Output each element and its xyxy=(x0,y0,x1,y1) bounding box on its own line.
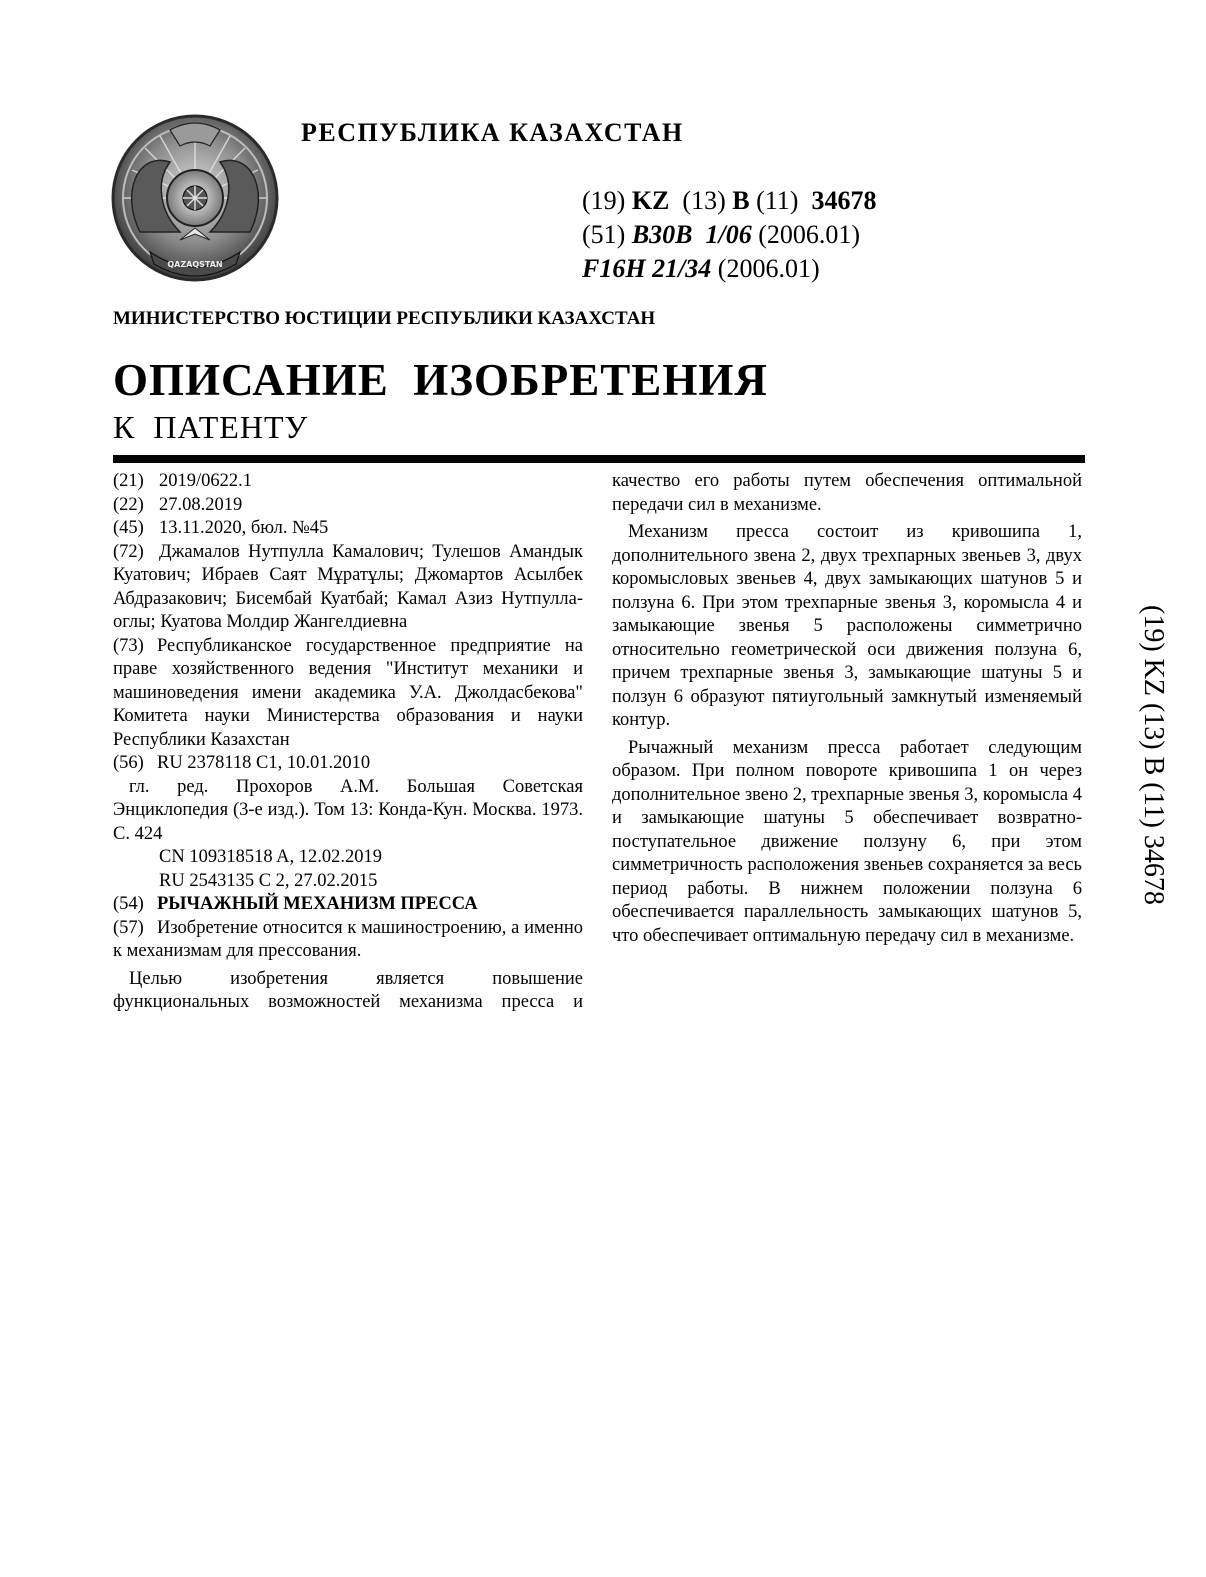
inid-19-label: (19) xyxy=(582,186,626,215)
field-72: (72) Джамалов Нутпулла Камалович; Тулешов Амандык Куатович; Ибраев Саят Мұратұлы; Джомартов Асылбек Абдразакович; Бисембай Куатбай; Камал Азиз Нутпулла-оглы; Куатова Молдир Жангелдиевна xyxy=(113,541,583,632)
body-paragraph-2: Механизм пресса состоит из кривошипа 1, дополнительного звена 2, двух трехпарных звеньев 3, двух коромысловых звеньев 4, двух замыкающих шатунов 5 и ползуна 6. При этом трехпарные звенья 3, коромысла 4 и замыкающие звенья 5 расположены симметрично относительно геометрической оси движения ползуна 6, причем трехпарные звенья 3, замыкающие шатуны 5 и ползун 6 образуют пятиугольный замкнутый изменяемый контур. xyxy=(612,522,1082,730)
field-54: (54) РЫЧАЖНЫЙ МЕХАНИЗМ ПРЕССА xyxy=(113,894,478,914)
inid-13-label: (13) xyxy=(682,186,726,215)
ipc-version-1: (2006.01) xyxy=(758,220,861,249)
patent-number: 34678 xyxy=(811,186,877,215)
body-paragraph-1-continued: качество его работы путем обеспечения оптимальной передачи сил в механизме. xyxy=(612,471,1082,515)
patent-code-line xyxy=(582,186,876,216)
invention-title: РЫЧАЖНЫЙ МЕХАНИЗМ ПРЕССА xyxy=(157,894,478,914)
reference-4: RU 2543135 C 2, 27.02.2015 xyxy=(159,870,378,891)
field-45: (45) 13.11.2020, бюл. №45 xyxy=(113,518,329,538)
country-code: KZ xyxy=(631,186,670,215)
ipc-class-2: F16H 21/34 xyxy=(582,254,712,283)
document-subtitle: К ПАТЕНТУ xyxy=(113,409,309,445)
document-kind: B xyxy=(732,186,750,215)
body-paragraph-3: Рычажный механизм пресса работает следующим образом. При полном повороте кривошипа 1 он через дополнительное звено 2, трехпарные звенья 3, коромысла 4 и замыкающие шатуны 5 обеспечивает возвратно-поступательное движение ползуну 6, при этом симметричность расположения звеньев сохраняется за весь период работы. В нижнем положении ползуна 6 обеспечивается параллельность замыкающих шатунов 5, что обеспечивает оптимальную передачу сил в механизме. xyxy=(612,737,1082,946)
description-column xyxy=(612,470,1082,948)
application-number: 2019/0622.1 xyxy=(159,471,253,491)
ipc-line-1 xyxy=(582,220,860,250)
body-paragraph-1: Целью изобретения является повышение функциональных возможностей механизма пресса и xyxy=(113,968,583,1012)
reference-1: RU 2378118 C1, 10.01.2010 xyxy=(157,753,371,773)
ministry-name: МИНИСТЕРСТВО ЮСТИЦИИ РЕСПУБЛИКИ КАЗАХСТАН xyxy=(113,308,656,329)
filing-date: 27.08.2019 xyxy=(159,494,243,515)
inid-51-label: (51) xyxy=(582,220,626,249)
vertical-patent-code: (19) KZ (13) B (11) 34678 xyxy=(1138,605,1169,905)
title-divider xyxy=(113,455,1085,463)
field-56: (56) RU 2378118 C1, 10.01.2010 xyxy=(113,753,371,773)
field-21: (21) 2019/0622.1 xyxy=(113,471,253,491)
country-name: РЕСПУБЛИКА КАЗАХСТАН xyxy=(301,118,684,147)
field-22: (22) 27.08.2019 xyxy=(113,494,243,515)
state-emblem xyxy=(110,112,280,288)
patent-owner: Республиканское государственное предприятие на праве хозяйственного ведения "Институт механики и машиноведения имени академика У.А. Джолдасбекова" Комитета науки Министерства образования и науки Республики Казахстан xyxy=(113,635,583,750)
abstract: Изобретение относится к машиностроению, а именно к механизмам для прессования. xyxy=(113,917,583,961)
reference-2: гл. ред. Прохоров А.М. Большая Советская Энциклопедия (3-е изд.). Том 13: Конда-Кун. Москва. 1973. С. 424 xyxy=(113,776,583,844)
publication-date: 13.11.2020, бюл. №45 xyxy=(159,518,329,538)
field-73: (73) Республиканское государственное предприятие на праве хозяйственного ведения "Институт механики и машиноведения имени академика У.А. Джолдасбекова" Комитета науки Министерства образования и науки Республики Казахстан xyxy=(113,635,583,750)
reference-3: CN 109318518 A, 12.02.2019 xyxy=(159,847,383,867)
svg-text:QAZAQSTAN: QAZAQSTAN xyxy=(167,260,223,269)
inventors: Джамалов Нутпулла Камалович; Тулешов Амандык Куатович; Ибраев Саят Мұратұлы; Джомартов Асылбек Абдразакович; Бисембай Куатбай; Камал Азиз Нутпулла-оглы; Куатова Молдир Жангелдиевна xyxy=(113,541,583,632)
bibliographic-column xyxy=(113,470,583,1015)
ipc-class-1: B30B 1/06 xyxy=(631,220,752,249)
inid-11-label: (11) xyxy=(756,186,799,215)
document-title: ОПИСАНИЕ ИЗОБРЕТЕНИЯ xyxy=(113,355,768,405)
ipc-line-2 xyxy=(582,254,820,284)
ipc-version-2: (2006.01) xyxy=(717,254,820,283)
field-57: (57) Изобретение относится к машиностроению, а именно к механизмам для прессования. xyxy=(113,917,583,961)
